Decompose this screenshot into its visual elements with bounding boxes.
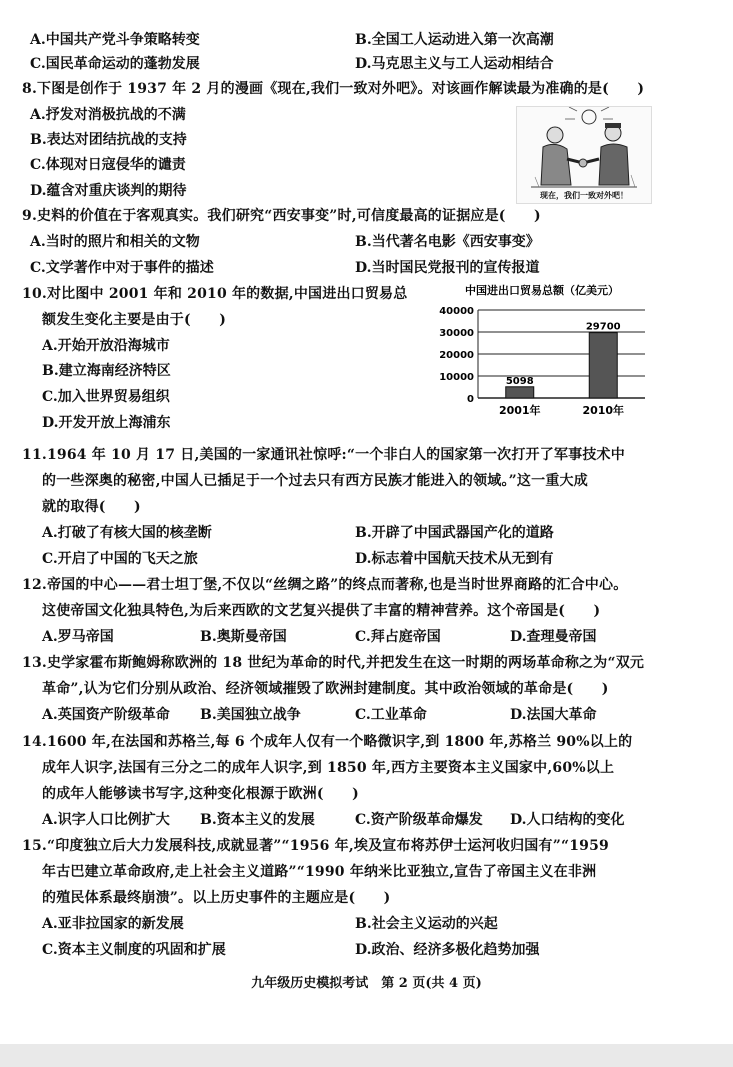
q15-option-a: A.亚非拉国家的新发展: [42, 916, 184, 932]
q12-option-c: C.拜占庭帝国: [355, 629, 441, 645]
q7-option-c: C.国民革命运动的蓬勃发展: [30, 56, 200, 72]
cartoon-illustration: [517, 107, 651, 193]
chart-data-label: 29700: [585, 321, 621, 333]
q14-option-b: B.资本主义的发展: [200, 812, 315, 828]
q14-option-c: C.资产阶级革命爆发: [355, 812, 483, 828]
chart-ytick-label: 0: [467, 394, 474, 405]
cartoon-caption: 现在，我们一致对外吧！: [540, 191, 628, 200]
q15-stem-line2: 年古巴建立革命政府,走上社会主义道路”“1990 年纳米比亚独立,宣告了帝国主义在非洲: [42, 864, 597, 880]
q11-option-c: C.开启了中国的飞天之旅: [42, 551, 198, 567]
q12-stem-line1: 12.帝国的中心——君士坦丁堡,不仅以“丝绸之路”的终点而著称,也是当时世界商路的汇合中心。: [22, 577, 628, 593]
trade-bar-chart: [430, 280, 655, 430]
q10-stem-line1: 10.对比图中 2001 年和 2010 年的数据,中国进出口贸易总: [22, 286, 408, 302]
q8-stem: 8.下图是创作于 1937 年 2 月的漫画《现在,我们一致对外吧》。对该画作解读最为准确的是( ): [22, 81, 645, 97]
q10-option-d: D.开发开放上海浦东: [42, 415, 171, 431]
q9-option-b: B.当代著名电影《西安事变》: [355, 234, 540, 250]
q12-option-b: B.奥斯曼帝国: [200, 629, 287, 645]
chart-xtick-label: 2010年: [582, 404, 625, 417]
q11-stem-line1: 11.1964 年 10 月 17 日,美国的一家通讯社惊呼:“一个非白人的国家第一次打开了军事技术中: [22, 447, 625, 463]
q8-option-a: A.抒发对消极抗战的不满: [30, 107, 186, 123]
chart-ytick-label: 30000: [439, 328, 474, 339]
chart-bar: [589, 333, 617, 398]
q10-option-c: C.加入世界贸易组织: [42, 389, 170, 405]
q11-option-a: A.打破了有核大国的核垄断: [42, 525, 212, 541]
chart-data-label: 5098: [505, 375, 534, 387]
q11-stem-line2: 的一些深奥的秘密,中国人已插足于一个过去只有西方民族才能进入的领域。”这一重大成: [42, 473, 588, 489]
q9-option-d: D.当时国民党报刊的宣传报道: [355, 260, 540, 276]
q13-stem-line2: 革命”,认为它们分别从政治、经济领域摧毁了欧洲封建制度。其中政治领域的革命是( ): [42, 681, 609, 697]
q7-option-b: B.全国工人运动进入第一次高潮: [355, 32, 554, 48]
q15-option-b: B.社会主义运动的兴起: [355, 916, 498, 932]
q14-option-d: D.人口结构的变化: [510, 812, 625, 828]
q15-stem-line1: 15.“印度独立后大力发展科技,成就显著”“1956 年,埃及宣布将苏伊士运河收归国有”“1959: [22, 838, 609, 854]
chart-ytick-label: 40000: [439, 306, 474, 317]
q10-option-b: B.建立海南经济特区: [42, 363, 171, 379]
cartoon-image: [516, 106, 652, 204]
q7-option-d: D.马克思主义与工人运动相结合: [355, 56, 554, 72]
q7-option-a: A.中国共产党斗争策略转变: [30, 32, 200, 48]
q12-option-a: A.罗马帝国: [42, 629, 114, 645]
page-footer: 九年级历史模拟考试 第 2 页(共 4 页): [251, 976, 482, 991]
q11-option-d: D.标志着中国航天技术从无到有: [355, 551, 554, 567]
q14-stem-line2: 成年人识字,法国有三分之二的成年人识字,到 1850 年,西方主要资本主义国家中,60%以上: [42, 760, 615, 776]
chart-bar: [506, 387, 534, 398]
q14-stem-line3: 的成年人能够读书写字,这种变化根源于欧洲( ): [42, 786, 359, 802]
q10-stem-line2: 额发生变化主要是由于( ): [42, 312, 227, 328]
q8-option-b: B.表达对团结抗战的支持: [30, 132, 187, 148]
q8-option-c: C.体现对日寇侵华的谴责: [30, 157, 186, 173]
scan-edge: [0, 1044, 733, 1067]
q11-stem-line3: 就的取得( ): [42, 499, 141, 515]
chart-ytick-label: 20000: [439, 350, 474, 361]
q9-option-c: C.文学著作中对于事件的描述: [30, 260, 214, 276]
q8-option-d: D.蕴含对重庆谈判的期待: [30, 183, 187, 199]
q12-option-d: D.查理曼帝国: [510, 629, 597, 645]
chart-title: 中国进出口贸易总额（亿美元）: [465, 284, 619, 297]
q13-stem-line1: 13.史学家霍布斯鲍姆称欧洲的 18 世纪为革命的时代,并把发生在这一时期的两场革命称之为“双元: [22, 655, 645, 671]
q9-option-a: A.当时的照片和相关的文物: [30, 234, 200, 250]
q10-option-a: A.开始开放沿海城市: [42, 338, 170, 354]
q12-stem-line2: 这使帝国文化独具特色,为后来西欧的文艺复兴提供了丰富的精神营养。这个帝国是( ): [42, 603, 601, 619]
q13-option-a: A.英国资产阶级革命: [42, 707, 170, 723]
q9-stem: 9.史料的价值在于客观真实。我们研究“西安事变”时,可信度最高的证据应是( ): [22, 208, 541, 224]
q14-stem-line1: 14.1600 年,在法国和苏格兰,每 6 个成年人仅有一个略微识字,到 1800 年,苏格兰 90%以上的: [22, 734, 633, 750]
q13-option-b: B.美国独立战争: [200, 707, 301, 723]
q13-option-d: D.法国大革命: [510, 707, 597, 723]
q15-option-d: D.政治、经济多极化趋势加强: [355, 942, 540, 958]
chart-xtick-label: 2001年: [498, 404, 541, 417]
q15-stem-line3: 的殖民体系最终崩溃”。以上历史事件的主题应是( ): [42, 890, 391, 906]
chart-ytick-label: 10000: [439, 372, 474, 383]
q15-option-c: C.资本主义制度的巩固和扩展: [42, 942, 226, 958]
q13-option-c: C.工业革命: [355, 707, 427, 723]
q11-option-b: B.开辟了中国武器国产化的道路: [355, 525, 554, 541]
q14-option-a: A.识字人口比例扩大: [42, 812, 170, 828]
